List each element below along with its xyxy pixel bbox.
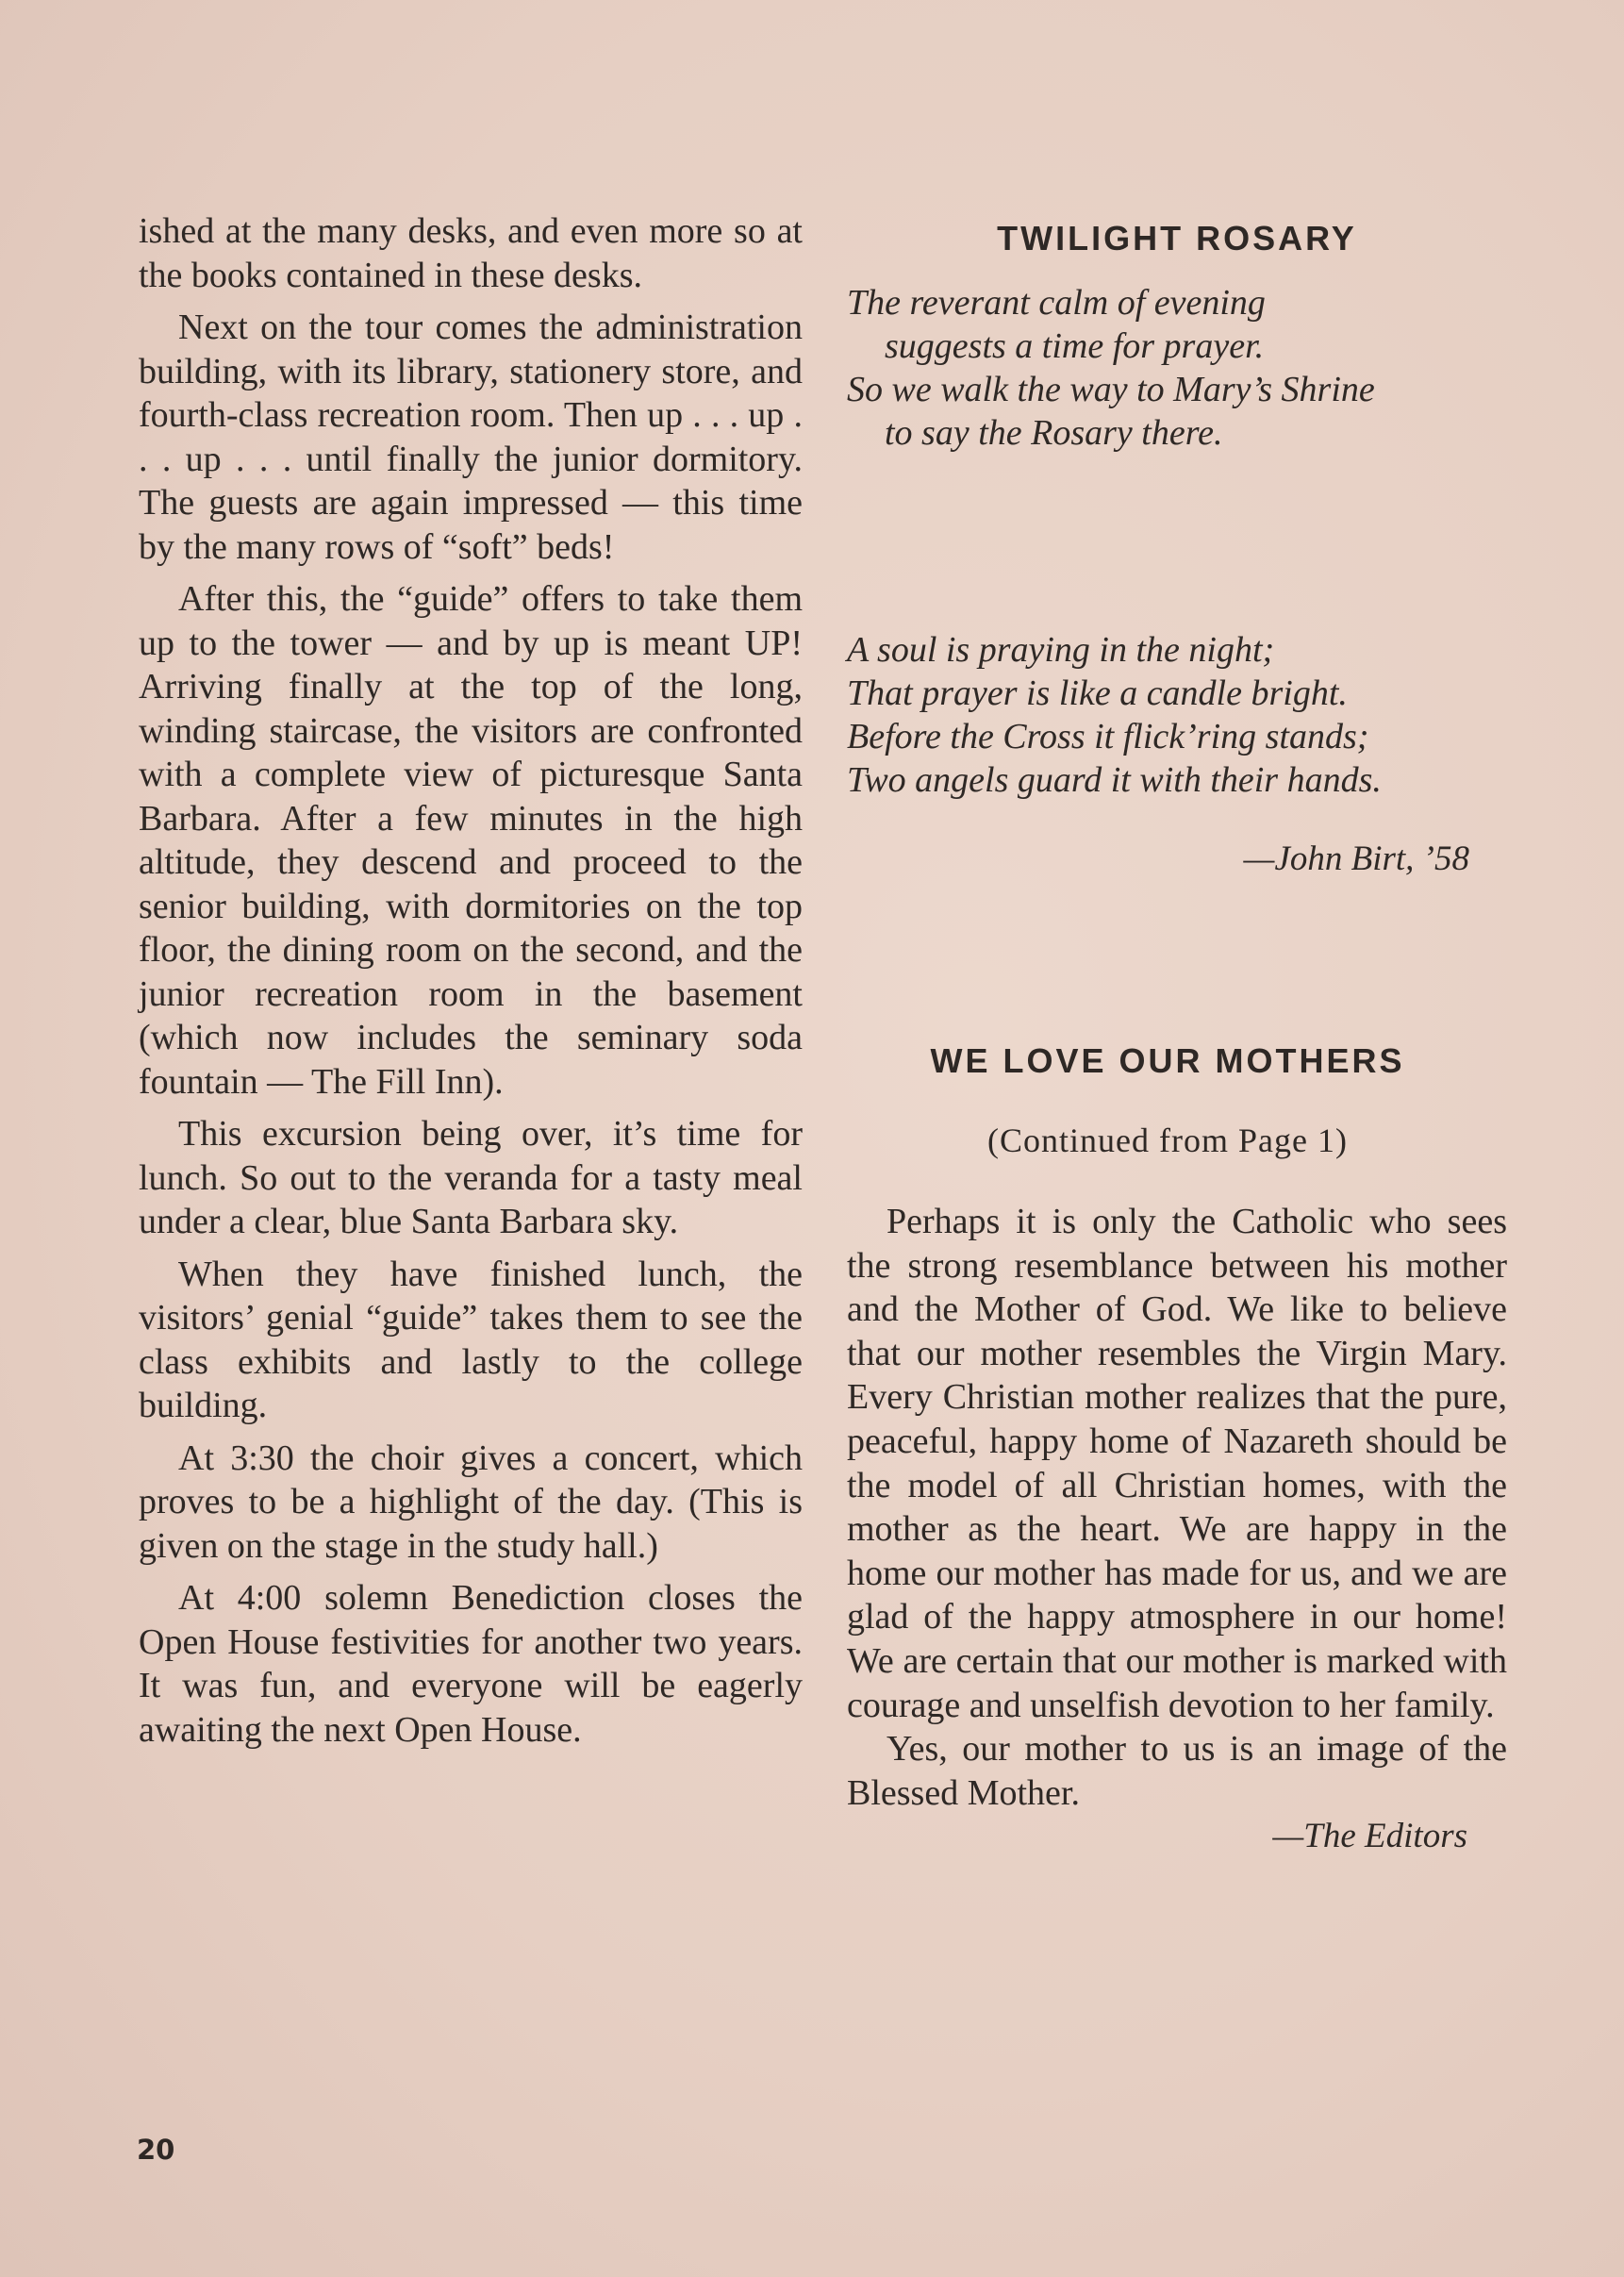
paragraph: ished at the many desks, and even more so at the books contained in these desks. — [139, 211, 803, 295]
poem-line: So we walk the way to Mary’s Shrine — [847, 370, 1375, 409]
poem-line: The reverant calm of evening — [847, 283, 1266, 323]
paragraph: Next on the tour comes the administration building, with its library, stationery store, and fourth-class recreation room. Then up . . . up . . . up . . . until finally the junior dormitory. The guests are again impressed — this time by the many rows of “soft” beds! — [139, 307, 803, 567]
paragraph: After this, the “guide” offers to take them up to the tower — and by up is meant UP! Arriving finally at the top of the long, winding staircase, the visitors are confronted with a complete view of picturesque Santa Barbara. After a few minutes in the high altitude, they descend and proceed to the senior building, with dormitories on the top floor, the dining room on the second, and the junior recreation room in the basement (which now includes the seminary soda fountain — The Fill Inn). — [139, 579, 803, 1102]
paragraph: At 3:30 the choir gives a concert, which proves to be a highlight of the day. (This is given on the stage in the study hall.) — [139, 1438, 803, 1566]
paragraph: This excursion being over, it’s time for lunch. So out to the veranda for a tasty meal under a clear, blue Santa Barbara sky. — [139, 1114, 803, 1241]
article-body — [847, 1200, 1507, 1815]
poem-line: Before the Cross it flick’ring stands; — [847, 717, 1369, 756]
poem-title: TWILIGHT ROSARY — [997, 219, 1357, 258]
continued-note: (Continued from Page 1) — [987, 1122, 1348, 1159]
poem-line: to say the Rosary there. — [885, 413, 1223, 453]
left-column — [139, 209, 803, 1760]
poem-line: That prayer is like a candle bright. — [847, 673, 1348, 713]
paragraph: Perhaps it is only the Catholic who sees the strong resemblance between his mother and the Mother of God. We like to believe that our mother resembles the Virgin Mary. Every Christian mother realizes that the pure, peaceful, happy home of Nazareth should be the model of all Christian homes, with the mother as the heart. We are happy in the home our mother has made for us, and we are glad of the happy atmosphere in our home! We are certain that our mother is marked with courage and unselfish devotion to her family. — [847, 1202, 1507, 1725]
page-number: 20 — [137, 2134, 175, 2166]
article-signature: —The Editors — [1272, 1817, 1467, 1856]
poem-stanza-1 — [847, 281, 1507, 455]
right-column — [847, 209, 1507, 1858]
poem-stanza-2 — [847, 628, 1507, 802]
paragraph: At 4:00 solemn Benediction closes the Open House festivities for another two years. It was fun, and everyone will be eagerly awaiting the next Open House. — [139, 1578, 803, 1750]
paragraph: When they have finished lunch, the visitors’ genial “guide” takes them to see the class exhibits and lastly to the college building. — [139, 1254, 803, 1425]
poem-author: —John Birt, ’58 — [1243, 839, 1469, 878]
poem-line: A soul is praying in the night; — [847, 630, 1275, 670]
poem-line: Two angels guard it with their hands. — [847, 760, 1382, 800]
article-title: WE LOVE OUR MOTHERS — [930, 1041, 1405, 1080]
poem-line: suggests a time for prayer. — [885, 326, 1265, 366]
paragraph: Yes, our mother to us is an image of the Blessed Mother. — [847, 1729, 1507, 1813]
